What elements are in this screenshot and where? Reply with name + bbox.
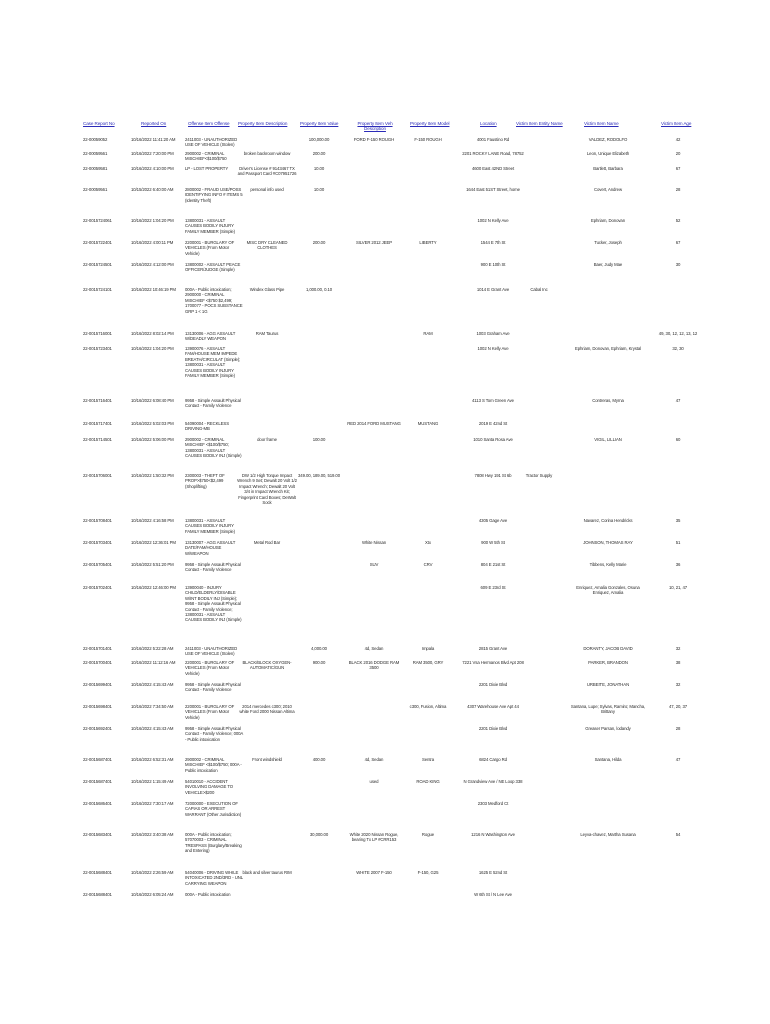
- cell-desc: 2014 mercedes c300; 2010 white Ford 2000 Nissan Altima: [239, 704, 295, 715]
- cell-case: 22-00059561: [83, 151, 108, 156]
- cell-vname: Bartlett, Barbara: [593, 166, 623, 171]
- header-property-model: Property Item Model: [410, 121, 450, 126]
- cell-model: ROAD KING: [416, 779, 440, 784]
- cell-age: 51: [675, 540, 681, 545]
- cell-age: 38: [675, 660, 681, 665]
- header-location: Location: [480, 121, 497, 126]
- cell-age: 20: [675, 151, 681, 156]
- cell-off: 72000000 - EXECUTION OF CAPIAS OR ARREST WARRANT (Other Jurisdiction): [185, 801, 242, 817]
- cell-loc: 6824 Cargo Rd: [479, 757, 507, 762]
- cell-off: 2800002 - FRAUD USE/POSS IDENTIFYING INFO # ITEMS 5 (Identity Theft): [185, 187, 243, 203]
- cell-desc: Driver's License # 9143467 TX and Passport Card #C07951726: [237, 166, 297, 177]
- header-victim-age: Victim Item Age: [661, 121, 692, 126]
- cell-vname: Enriquez, Amalia Gonzales, Osuna Enriquez, Amalia: [576, 585, 640, 596]
- cell-make: RED 2014 FORD MUSTANG: [347, 421, 401, 426]
- cell-make: WHITE 2007 F-150: [356, 870, 392, 875]
- cell-desc: RAM Taurus: [255, 331, 279, 336]
- cell-off: 9958 - Simple Assault Physical Contact - Family Violence: [185, 682, 241, 693]
- cell-off: 13800031 - ASSAULT CAUSES BODILY INJURY FAMILY MEMBER (Simple): [185, 518, 235, 534]
- cell-rep: 10/16/2022 5:02:03 PM: [131, 421, 174, 426]
- cell-off: 13800031 - ASSAULT CAUSES BODILY INJURY FAMILY MEMBER (Simple): [185, 218, 235, 234]
- cell-loc: 1002 N Kelly Ave: [477, 218, 509, 223]
- cell-case: 22-00059561: [83, 187, 108, 192]
- cell-loc: 4001 Faustino Rd: [476, 137, 510, 142]
- cell-loc: 4307 Warehouse Ave Apt 44: [467, 704, 519, 709]
- cell-model: RAM: [423, 331, 433, 336]
- cell-loc: 2019 E 42nd St: [478, 421, 508, 426]
- cell-loc: 1002 N Kelly Ave: [477, 346, 509, 351]
- cell-case: 22-0015701401: [83, 646, 112, 651]
- cell-loc: W 6th St / N Lee Ave: [474, 892, 512, 897]
- cell-vname: JOHNSON, THOMAS RAY: [583, 540, 633, 545]
- cell-case: 22-00059581: [83, 166, 108, 171]
- cell-make: SILVER 2012 JEEP: [355, 240, 393, 245]
- cell-loc: 900 E 10th St: [480, 262, 506, 267]
- cell-age: 52: [675, 218, 681, 223]
- cell-vname: Tucker, Joseph: [594, 240, 622, 245]
- cell-age: 67: [675, 240, 681, 245]
- cell-model: Sentra: [421, 757, 435, 762]
- cell-case: 22-0015688401: [83, 892, 112, 897]
- cell-loc: 2201 Dixie Blvd: [478, 682, 508, 687]
- cell-case: 22-0015723401: [83, 346, 112, 351]
- cell-make: BLACK 2016 DODGE RAM 3500: [348, 660, 400, 671]
- cell-desc: DW 1/2 High Torque Impact Wrench 9 Set; Dewalt 20 Volt 1/2 Impact Wrench; Dewalt 20 Volt 3/4 in Impact Wrench Kit; Fingerprint Card Boxes; DeWalt Sock: [237, 473, 297, 506]
- cell-loc: N Grandview Ave / NE Loop 338: [463, 779, 523, 784]
- cell-off: 54040006 - DRIVING WHILE INTOXICATED 2ND/3RD - UNL CARRYING WEAPON: [185, 870, 243, 886]
- cell-off: 2411003 - UNAUTHORIZED USE OF VEHICLE (Stolen): [185, 137, 238, 148]
- cell-val: 10.00: [313, 187, 325, 192]
- cell-desc: door frame: [257, 437, 277, 442]
- cell-case: 22-0015700401: [83, 660, 112, 665]
- cell-case: 22-0015717401: [83, 421, 112, 426]
- cell-loc: 2303 Medford Ct: [477, 801, 509, 806]
- cell-off: 9958 - Simple Assault Physical Contact - Family Violence: [185, 398, 241, 409]
- cell-off: 13900076 - ASSAULT FAM/HOUSE MEM IMPEDE BREATH/CIRCULAT (Simple); 13800031 - ASSAULT CAUSES BODILY INJURY FAMILY MEMBER (Simple): [185, 346, 241, 379]
- cell-off: 2900002 - CRIMINAL MISCHIEF<$100/$750: [185, 151, 227, 162]
- cell-desc: personal info used: [250, 187, 284, 192]
- cell-vname: Ephriam, Donovan, Ephriam, Krystal: [574, 346, 642, 351]
- cell-case: 22-0015708401: [83, 518, 112, 523]
- cell-case: 22-0015716401: [83, 398, 112, 403]
- cell-make: 4d, Sedan: [364, 757, 384, 762]
- cell-age: 47, 20, 37: [668, 704, 688, 709]
- cell-rep: 10/16/2022 1:50:32 PM: [131, 473, 174, 478]
- cell-age: 32, 30: [672, 346, 684, 351]
- cell-desc: black and silver taurus RIM: [242, 870, 292, 875]
- cell-val: 200.00: [312, 151, 326, 156]
- cell-rep: 10/16/2022 4:10:00 PM: [131, 166, 174, 171]
- cell-val: 100,000.00: [308, 137, 330, 142]
- cell-vname: PARKER, BRANDON: [588, 660, 628, 665]
- cell-rep: 10/16/2022 6:08:40 PM: [131, 398, 174, 403]
- cell-vname: Baer, Judy Mae: [593, 262, 623, 267]
- cell-case: 22-0015687401: [83, 779, 112, 784]
- cell-vname: URBEITE, JONATHAN: [586, 682, 630, 687]
- cell-loc: 609 E 23rd St: [480, 585, 506, 590]
- cell-off: 13900040 - INJURY CHILD/ELDERLY/DISABLE W/INT BODILY INJ (Simple); 9958 - Simple Assault Physical Contact - Family Violence; 13800031 - ASSAULT CAUSES BODILY INJ (Simple): [185, 585, 242, 623]
- cell-rep: 10/16/2022 11:41:20 AM: [131, 137, 176, 142]
- cell-desc: broken backroom window: [243, 151, 291, 156]
- cell-rep: 10/16/2022 1:04:20 PM: [131, 218, 174, 223]
- cell-case: 22-0015686401: [83, 801, 112, 806]
- cell-vic: Cabal Inc: [530, 287, 548, 292]
- cell-rep: 10/16/2022 5:06:00 PM: [131, 437, 174, 442]
- cell-val: 30,000.00: [309, 832, 329, 837]
- cell-rep: 10/16/2022 2:26:59 AM: [131, 870, 174, 875]
- cell-make: White Nissan: [361, 540, 387, 545]
- cell-vname: Navarez, Corina Hendricks: [583, 518, 633, 523]
- cell-vname: Ephriam, Donovan: [591, 218, 625, 223]
- cell-desc: BLACK/BLOCK OXYGEN-AUTOMATIC/GUN: [242, 660, 292, 671]
- cell-case: 22-0015699401: [83, 682, 112, 687]
- cell-age: 32: [675, 682, 681, 687]
- cell-vname: Santana, Hilda: [594, 757, 622, 762]
- cell-case: 22-0015722401: [83, 240, 112, 245]
- cell-case: 22-0015683401: [83, 832, 112, 837]
- cell-make: White 2020 Nissan Rogue, bearing Tx LP #CRR153: [349, 832, 399, 843]
- cell-off: 000A - Public intoxication; 2900000 - CRIMINAL MISCHIEF <$750 $2,499; 1700077 - POCS SUBSTANCE GRP 1 < 1G: [185, 287, 243, 314]
- cell-case: 22-0015716001: [83, 331, 112, 336]
- cell-vname: Greaser Parsan, lodandy: [585, 726, 631, 731]
- cell-age: 49, 30, 12, 12, 13, 12: [658, 331, 698, 336]
- cell-off: 13130007 - AGG ASSAULT DATE/FAM/HOUSE W/WEAPON: [185, 540, 236, 556]
- cell-rep: 10/16/2022 4:12:00 PM: [131, 262, 174, 267]
- cell-val: 4,000.00: [311, 646, 327, 651]
- cell-make: SUV: [369, 562, 379, 567]
- cell-rep: 10/16/2022 7:30:17 AM: [131, 801, 174, 806]
- cell-rep: 10/16/2022 4:15:43 AM: [131, 726, 174, 731]
- cell-rep: 10/16/2022 4:15:43 AM: [131, 682, 174, 687]
- cell-case: 22-00059052: [83, 137, 108, 142]
- cell-loc: 1010 Santa Rosa Ave: [473, 437, 513, 442]
- header-property-description: Property Item Description: [238, 121, 288, 126]
- cell-vname: Covert, Andrew: [594, 187, 622, 192]
- cell-off: 2300003 - THEFT OF PROP>$750<$2,499 (Shoplifting): [185, 473, 225, 489]
- cell-age: 30: [675, 262, 681, 267]
- header-case-report-no: Case Report No: [83, 121, 115, 126]
- cell-off: 2200001 - BURGLARY OF VEHICLES (From Motor Vehicle): [185, 660, 235, 676]
- cell-rep: 10/16/2022 5:22:28 AM: [131, 646, 174, 651]
- cell-case: 22-0015724501: [83, 262, 112, 267]
- cell-loc: 2815 Grant Ave: [478, 646, 508, 651]
- cell-rep: 10/16/2022 8:02:14 PM: [131, 331, 174, 336]
- cell-off: 2900002 - CRIMINAL MISCHIEF <$100/$750; 000A - Public intoxication: [185, 757, 242, 773]
- cell-age: 47: [675, 398, 681, 403]
- cell-loc: 900 W 5th St: [481, 540, 505, 545]
- header-victim-entity-name: Victim Item Entity Name: [516, 121, 563, 126]
- header-victim-name: Victim Item Name: [584, 121, 619, 126]
- cell-rep: 10/16/2022 1:15:49 AM: [131, 779, 174, 784]
- cell-age: 54: [675, 832, 681, 837]
- cell-rep: 10/16/2022 7:20:00 PM: [131, 151, 174, 156]
- cell-loc: 7808 Hwy 191 St 6b: [474, 473, 512, 478]
- cell-off: 2200001 - BURGLARY OF VEHICLES (From Motor Vehicle): [185, 704, 235, 720]
- cell-age: 67: [675, 166, 681, 171]
- cell-loc: 1625 E 52nd St: [478, 870, 508, 875]
- cell-loc: 4600 East 42ND Street: [471, 166, 515, 171]
- cell-rep: 10/16/2022 4:16:58 PM: [131, 518, 174, 523]
- header-veh-description: Property Item Veh Description: [357, 121, 393, 132]
- cell-val: 349.00, 189.00, 519.00: [298, 473, 341, 478]
- cell-make: FORD F-150 ROUGH: [353, 137, 395, 142]
- cell-rep: 10/16/2022 5:51:20 PM: [131, 562, 174, 567]
- cell-rep: 10/16/2022 6:52:31 AM: [131, 757, 174, 762]
- cell-case: 22-0015692401: [83, 726, 112, 731]
- cell-loc: 1544 E 7th St: [480, 240, 506, 245]
- cell-off: 54090004 - RECKLESS DRIVING-MB: [185, 421, 229, 432]
- cell-desc: Metal Rod Bar: [253, 540, 281, 545]
- cell-rep: 10/16/2022 10:46:19 PM: [131, 287, 176, 292]
- cell-age: 32: [675, 646, 681, 651]
- cell-rep: 10/16/2022 12:46:00 PM: [131, 585, 176, 590]
- cell-model: Impala: [421, 646, 435, 651]
- cell-off: 54010010 - ACCIDENT INVOLVING DAMAGE TO VEHICLE>$200: [185, 779, 234, 795]
- cell-case: 22-0015706001: [83, 473, 112, 478]
- cell-vname: Contreras, Myrna: [592, 398, 624, 403]
- cell-loc: 4113 S Tom Green Ave: [472, 398, 514, 403]
- cell-age: 36: [675, 562, 681, 567]
- cell-val: 100.00: [312, 437, 326, 442]
- cell-vic: Tractor Supply: [525, 473, 553, 478]
- cell-age: 28: [675, 726, 681, 731]
- cell-model: F-150 ROUGH: [414, 137, 442, 142]
- cell-case: 22-0015698401: [83, 704, 112, 709]
- cell-val: 10.00: [313, 166, 325, 171]
- cell-loc: 4305 Gage Ave: [478, 518, 508, 523]
- cell-model: MUSTANG: [417, 421, 439, 426]
- cell-val: 200.00: [312, 240, 326, 245]
- header-reported-on: Reported On: [141, 121, 167, 126]
- cell-val: 1,000.00, 0.10: [305, 287, 333, 292]
- cell-age: 60: [675, 437, 681, 442]
- cell-case: 22-0015724101: [83, 287, 112, 292]
- cell-desc: MISC DRY CLEANED CLOTHES: [246, 240, 288, 251]
- cell-loc: 2201 Dixie Blvd: [478, 726, 508, 731]
- cell-rep: 10/16/2022 4:00:11 PM: [131, 240, 174, 245]
- cell-desc: Windex Glass Pipe: [249, 287, 285, 292]
- cell-off: 13130006 - AGG ASSAULT W/DEADLY WEAPON: [185, 331, 236, 342]
- cell-off: 2411003 - UNAUTHORIZED USE OF VEHICLE (Stolen): [185, 646, 238, 657]
- cell-case: 22-0015688401: [83, 870, 112, 875]
- cell-off: 9958 - Simple Assault Physical Contact - Family Violence: [185, 562, 241, 573]
- cell-vname: Santana, Lupe; Sylvas, Ramiro; Mancha, Brittany: [570, 704, 646, 715]
- cell-rep: 10/16/2022 11:12:16 AM: [131, 660, 176, 665]
- cell-model: CRV: [423, 562, 433, 567]
- cell-loc: 7221 Vsa Hermanos Blvd Apt 208: [462, 660, 524, 665]
- cell-off: 000A - Public intoxication: [185, 892, 231, 897]
- cell-model: Xtx: [425, 540, 431, 545]
- cell-model: F-150, G25: [417, 870, 439, 875]
- cell-off: 2200001 - BURGLARY OF VEHICLES (From Motor Vehicle): [185, 240, 235, 256]
- cell-make: used: [369, 779, 379, 784]
- cell-rep: 10/16/2022 3:40:38 AM: [131, 832, 174, 837]
- cell-model: LIBERTY: [419, 240, 437, 245]
- cell-vname: VIGIL, LILLIAN: [594, 437, 622, 442]
- header-offense: Offense Item Offense: [188, 121, 230, 126]
- cell-loc: 1003 Graham Ave: [476, 331, 510, 336]
- cell-loc: 1216 N Washington Ave: [471, 832, 515, 837]
- cell-val: 900.00: [312, 660, 326, 665]
- cell-off: 9958 - Simple Assault Physical Contact - Family Violence; 000A - Public intoxication: [185, 726, 243, 742]
- cell-make: 4d, Sedan: [364, 646, 384, 651]
- cell-rep: 10/16/2022 1:04:20 PM: [131, 346, 174, 351]
- cell-case: 22-0015714501: [83, 437, 112, 442]
- cell-case: 22-0015703401: [83, 540, 112, 545]
- cell-rep: 10/16/2022 6:05:24 AM: [131, 892, 174, 897]
- cell-age: 10, 21, 47: [668, 585, 688, 590]
- cell-vname: Leyva-chavez, Martha Susana: [580, 832, 636, 837]
- cell-rep: 10/16/2022 7:34:50 AM: [131, 704, 174, 709]
- cell-vname: Leon, Unique Elizabeth: [586, 151, 630, 156]
- cell-vname: Tibbens, Kelly Marie: [589, 562, 627, 567]
- cell-desc: Front windshield: [252, 757, 282, 762]
- cell-age: 28: [675, 187, 681, 192]
- cell-loc: 804 E 21st St: [480, 562, 506, 567]
- cell-val: 400.00: [312, 757, 326, 762]
- cell-model: c300, Fusion, Altima: [409, 704, 447, 709]
- cell-rep: 10/16/2022 12:36:01 PM: [131, 540, 176, 545]
- cell-model: RAM 3500, GRY: [412, 660, 444, 665]
- cell-age: 42: [675, 137, 681, 142]
- cell-loc: 2201 ROCKY LANE Road, 78752: [462, 151, 524, 156]
- cell-off: 000A - Public intoxication; 57070003 - CRIMINAL TRESPASS (Burglary/Breaking and Entering): [185, 832, 242, 854]
- cell-case: 22-0015702401: [83, 585, 112, 590]
- cell-model: Rogue: [421, 832, 435, 837]
- cell-rep: 10/15/2022 6:40:00 AM: [131, 187, 174, 192]
- cell-off: 2900002 - CRIMINAL MISCHIEF <$100/$750; 13800031 - ASSAULT CAUSES BODILY INJ (Simple): [185, 437, 242, 459]
- cell-case: 22-0015705401: [83, 562, 112, 567]
- cell-case: 22-0015724061: [83, 218, 112, 223]
- cell-vname: VALDEZ, RODOLFO: [588, 137, 628, 142]
- cell-off: 13800002 - ASSAULT PEACE OFFICER/JUDGE (Simple): [185, 262, 241, 273]
- cell-loc: 1014 E Grant Ave: [476, 287, 510, 292]
- cell-age: 47: [675, 757, 681, 762]
- cell-age: 35: [675, 518, 681, 523]
- cell-loc: 1644 East 51ST Street, home: [466, 187, 520, 192]
- header-property-value: Property Item Value: [300, 121, 339, 126]
- cell-off: LP - LOST PROPERTY: [185, 166, 229, 171]
- cell-case: 22-0015687401: [83, 757, 112, 762]
- cell-vname: DORANTY, JACOB DAVID: [583, 646, 633, 651]
